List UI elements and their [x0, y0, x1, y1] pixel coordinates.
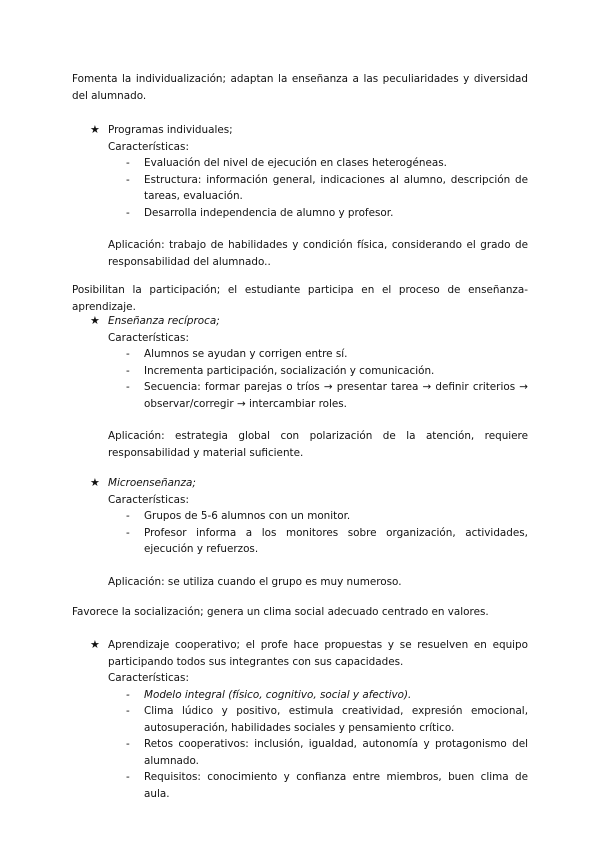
reciproca-caracteristicas-label: Características:: [108, 331, 189, 344]
dash-bullet-icon: -: [126, 364, 130, 377]
list-item: - Estructura: información general, indicaciones al alumno, descripción de tareas, evaluación.: [126, 173, 528, 202]
intro-individualizacion: Fomenta la individualización; adaptan la enseñanza a las peculiaridades y diversidad del alumnado.: [72, 73, 528, 102]
micro-aplicacion: Aplicación: se utiliza cuando el grupo es muy numeroso.: [108, 575, 402, 588]
star-bullet-icon: ★: [90, 314, 100, 327]
dash-bullet-icon: -: [126, 173, 130, 186]
intro-participacion: Posibilitan la participación; el estudiante participa en el proceso de enseñanza-aprendizaje.: [72, 284, 528, 313]
dash-bullet-icon: -: [126, 738, 130, 750]
programas-aplicacion: Aplicación: trabajo de habilidades y condición física, considerando el grado de responsabilidad del alumnado..: [108, 239, 528, 268]
reciproca-title: Enseñanza recíproca;: [108, 315, 220, 327]
micro-title: Microenseñanza;: [108, 477, 196, 489]
dash-bullet-icon: -: [126, 526, 130, 539]
section-microensenanza: [90, 475, 528, 590]
programas-title: Programas individuales;: [108, 124, 233, 136]
star-bullet-icon: ★: [90, 638, 100, 651]
dash-bullet-icon: -: [126, 157, 130, 169]
list-item: - Retos cooperativos: inclusión, igualdad, autonomía y protagonismo del alumnado.: [126, 738, 528, 767]
star-bullet-icon: ★: [90, 476, 100, 489]
list-item: - Profesor informa a los monitores sobre organización, actividades, ejecución y refuerzos.: [126, 526, 528, 555]
dash-bullet-icon: -: [126, 688, 130, 701]
list-item: - Incrementa participación, socialización y comunicación.: [126, 363, 528, 380]
list-item: - Desarrolla independencia de alumno y profesor.: [126, 205, 528, 222]
list-item: - Clima lúdico y positivo, estimula creatividad, expresión emocional, autosuperación, habilidades sociales y pensamiento crítico.: [126, 705, 528, 734]
reciproca-list: [126, 346, 528, 412]
star-bullet-icon: ★: [90, 123, 100, 136]
section-programas-individuales: [90, 122, 528, 270]
reciproca-aplicacion: Aplicación: estrategia global con polarización de la atención, requiere responsabilidad y material suficiente.: [108, 430, 528, 459]
list-item: - Secuencia: formar parejas o tríos → presentar tarea → definir criterios → observar/corregir → intercambiar roles.: [126, 381, 528, 410]
section-aprendizaje-cooperativo: [90, 637, 528, 802]
list-item: - Requisitos: conocimiento y confianza entre miembros, buen clima de aula.: [126, 771, 528, 800]
section-ensenanza-reciproca: [90, 313, 528, 461]
programas-caracteristicas-label: Características:: [108, 140, 189, 153]
dash-bullet-icon: -: [126, 206, 130, 219]
dash-bullet-icon: -: [126, 381, 130, 393]
dash-bullet-icon: -: [126, 348, 130, 360]
cooperativo-list: [126, 687, 528, 803]
micro-caracteristicas-label: Características:: [108, 493, 189, 506]
cooperativo-caracteristicas-label: Características:: [108, 672, 189, 684]
intro-socializacion: Favorece la socialización; genera un clima social adecuado centrado en valores.: [72, 606, 489, 618]
programas-list: [126, 155, 528, 221]
cooperativo-title: Aprendizaje cooperativo; el profe hace propuestas y se resuelven en equipo participando todos sus integrantes con sus capacidades.: [108, 639, 528, 668]
list-item: - Alumnos se ayudan y corrigen entre sí.: [126, 346, 528, 363]
list-item: - Modelo integral (físico, cognitivo, social y afectivo).: [126, 687, 528, 704]
dash-bullet-icon: -: [126, 705, 130, 717]
dash-bullet-icon: -: [126, 771, 130, 783]
micro-list: [126, 508, 528, 558]
list-item: - Grupos de 5-6 alumnos con un monitor.: [126, 508, 528, 525]
dash-bullet-icon: -: [126, 510, 130, 522]
list-item: - Evaluación del nivel de ejecución en clases heterogéneas.: [126, 155, 528, 172]
